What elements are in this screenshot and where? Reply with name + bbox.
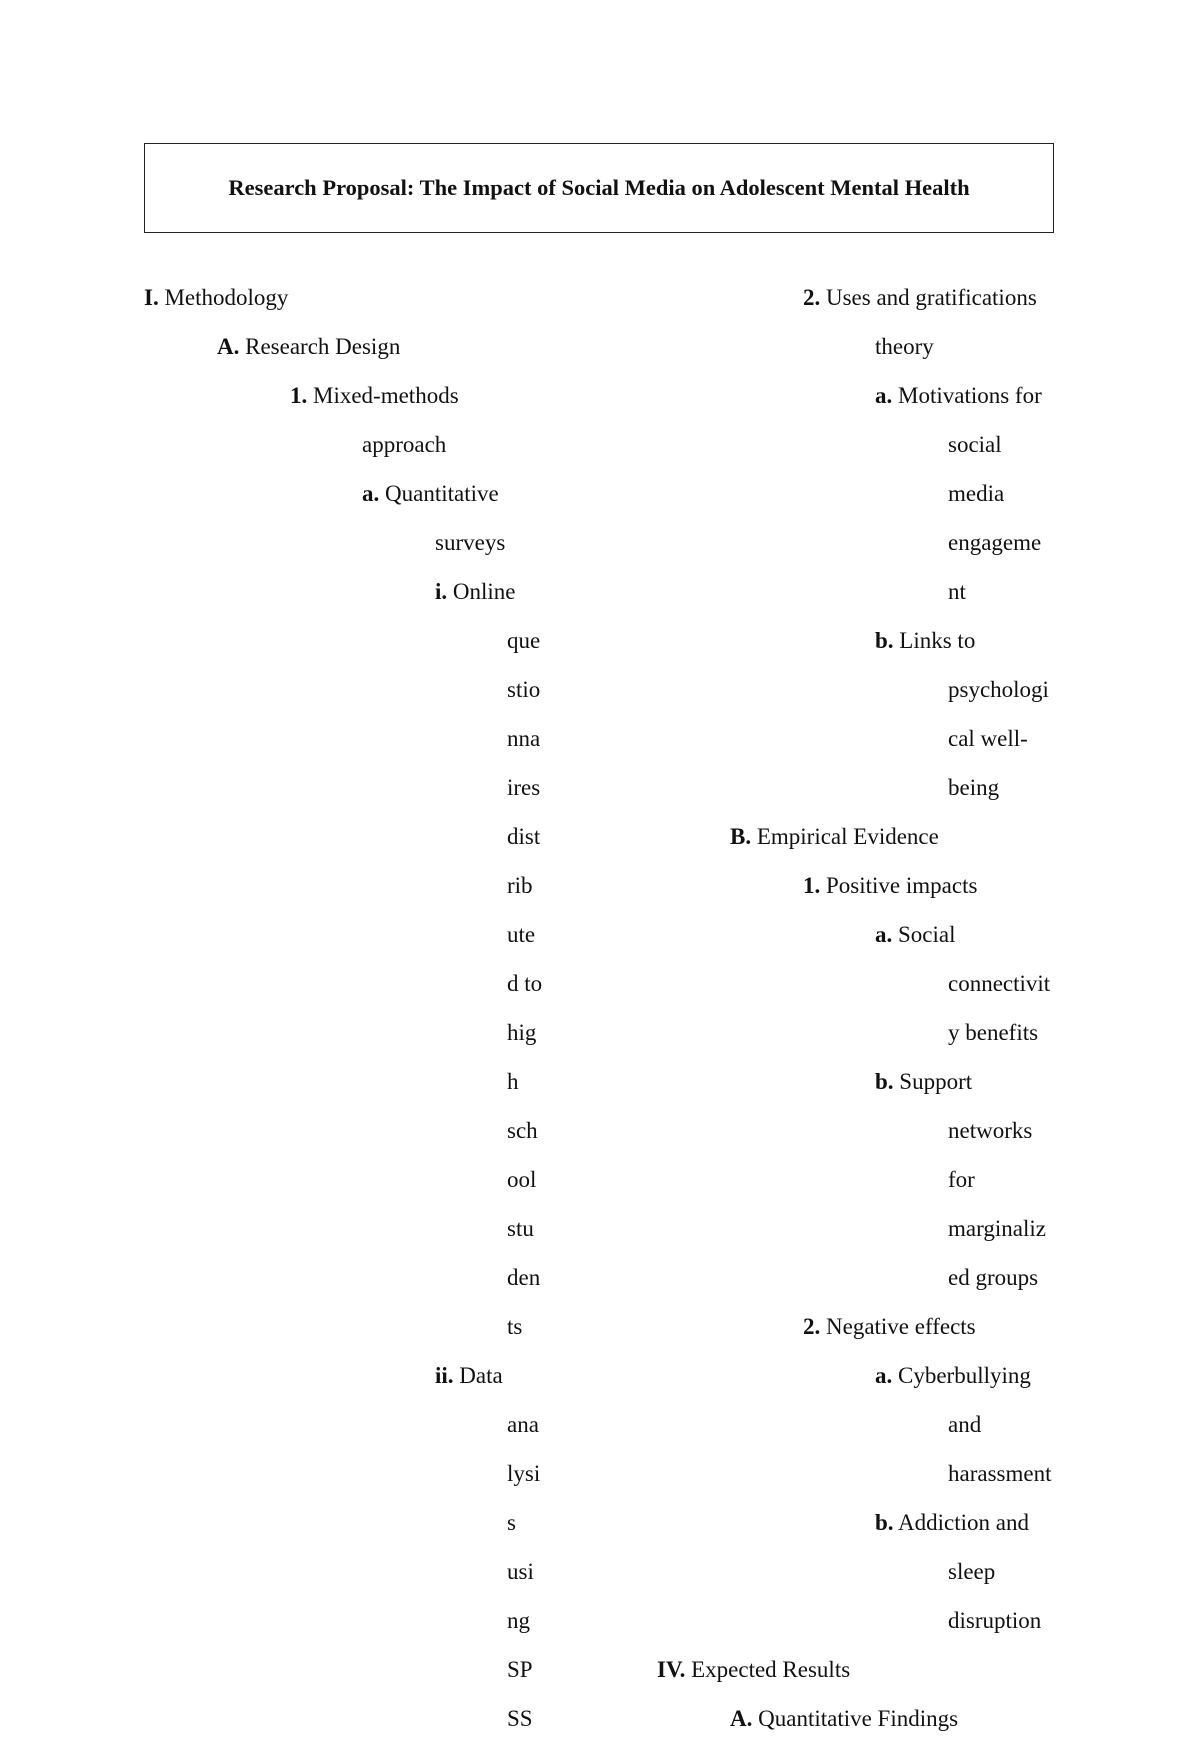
outline-text: Positive impacts [820, 873, 978, 898]
outline-text: ute [507, 922, 536, 947]
outline-continuation [948, 959, 1050, 1008]
outline-text: hig [507, 1020, 537, 1045]
outline-marker: a. [875, 1363, 893, 1388]
outline-continuation [507, 812, 540, 861]
outline-continuation [948, 714, 1028, 763]
outline-text: usi [507, 1559, 534, 1584]
outline-text: den [507, 1265, 541, 1290]
outline-marker: 1. [290, 383, 308, 408]
outline-text: nna [507, 726, 541, 751]
outline-text: sleep [948, 1559, 996, 1584]
outline-heading [730, 812, 939, 861]
outline-marker: A. [730, 1706, 753, 1731]
outline-text: Empirical Evidence [751, 824, 939, 849]
outline-continuation [507, 910, 535, 959]
outline-continuation [507, 959, 542, 1008]
outline-text: SS [507, 1706, 533, 1731]
outline-continuation [507, 1008, 536, 1057]
outline-text: ires [507, 775, 541, 800]
outline-text: rib [507, 873, 533, 898]
outline-text: cal well- [948, 726, 1028, 751]
outline-heading [803, 1302, 976, 1351]
outline-continuation [507, 1204, 534, 1253]
outline-text: Addiction and [893, 1510, 1029, 1535]
outline-text: ed groups [948, 1265, 1039, 1290]
outline-continuation [948, 1008, 1038, 1057]
outline-text: Methodology [158, 285, 289, 310]
outline-heading [435, 567, 516, 616]
outline-text: nt [948, 579, 966, 604]
outline-continuation [362, 420, 446, 469]
outline-continuation [948, 1204, 1046, 1253]
outline-marker: 1. [803, 873, 821, 898]
outline-text: Social [892, 922, 956, 947]
outline-heading [657, 1645, 850, 1694]
outline-heading [290, 371, 459, 420]
outline-text: Quantitative [379, 481, 499, 506]
outline-text: stu [507, 1216, 534, 1241]
outline-marker: IV. [657, 1657, 686, 1682]
outline-marker: 2. [803, 1314, 821, 1339]
outline-text: for [948, 1167, 975, 1192]
outline-text: harassment [948, 1461, 1052, 1486]
outline-continuation [948, 763, 999, 812]
outline-continuation [948, 1155, 975, 1204]
outline-text: y benefits [948, 1020, 1039, 1045]
outline-text: ana [507, 1412, 539, 1437]
outline-continuation [948, 567, 966, 616]
title-box [144, 143, 1054, 233]
outline-continuation [948, 1106, 1032, 1155]
outline-text: Negative effects [820, 1314, 976, 1339]
outline-text: Cyberbullying [892, 1363, 1031, 1388]
outline-continuation [948, 1253, 1038, 1302]
outline-text: que [507, 628, 541, 653]
outline-text: Quantitative Findings [752, 1706, 959, 1731]
outline-continuation [507, 1155, 536, 1204]
outline-text: psychologi [948, 677, 1049, 702]
outline-text: stio [507, 677, 541, 702]
outline-heading [875, 1498, 1029, 1547]
outline-text: lysi [507, 1461, 541, 1486]
outline-marker: b. [875, 1510, 894, 1535]
outline-marker: A. [217, 334, 240, 359]
outline-text: Links to [893, 628, 976, 653]
outline-marker: i. [435, 579, 448, 604]
outline-text: h [507, 1069, 519, 1094]
outline-continuation [948, 1449, 1051, 1498]
outline-continuation [507, 1694, 533, 1743]
outline-heading [362, 469, 499, 518]
outline-continuation [948, 1596, 1041, 1645]
outline-text: Research Design [239, 334, 401, 359]
outline-text: connectivit [948, 971, 1051, 996]
outline-heading [875, 371, 1042, 420]
outline-continuation [507, 1449, 540, 1498]
outline-heading [803, 861, 977, 910]
outline-text: ool [507, 1167, 537, 1192]
outline-continuation [875, 322, 934, 371]
outline-text: theory [875, 334, 934, 359]
outline-text: Uses and gratifications [820, 285, 1037, 310]
outline-text: social [948, 432, 1002, 457]
outline-marker: 2. [803, 285, 821, 310]
outline-marker: B. [730, 824, 752, 849]
outline-continuation [948, 518, 1041, 567]
outline-heading [875, 1057, 972, 1106]
outline-heading [875, 616, 975, 665]
outline-text: disruption [948, 1608, 1042, 1633]
outline-marker: a. [875, 922, 893, 947]
outline-heading [217, 322, 400, 371]
outline-marker: b. [875, 628, 894, 653]
outline-continuation [507, 861, 533, 910]
outline-continuation [507, 1400, 539, 1449]
outline-text: networks [948, 1118, 1033, 1143]
document-title: Research Proposal: The Impact of Social Media on Adolescent Mental Health [228, 175, 970, 200]
outline-text: d to [507, 971, 543, 996]
outline-text: Motivations for [892, 383, 1042, 408]
outline-continuation [948, 469, 1004, 518]
outline-continuation [948, 1547, 995, 1596]
outline-continuation [507, 665, 540, 714]
outline-continuation [507, 616, 540, 665]
outline-text: Data [453, 1363, 503, 1388]
outline-continuation [507, 763, 540, 812]
outline-marker: I. [144, 285, 159, 310]
outline-heading [875, 1351, 1031, 1400]
outline-continuation [948, 665, 1049, 714]
outline-heading [435, 1351, 503, 1400]
outline-text: dist [507, 824, 541, 849]
outline-continuation [507, 1253, 540, 1302]
outline-continuation [948, 420, 1002, 469]
outline-text: sch [507, 1118, 538, 1143]
outline-text: approach [362, 432, 447, 457]
outline-heading [144, 273, 288, 322]
outline-heading [803, 273, 1037, 322]
outline-marker: a. [875, 383, 893, 408]
outline-text: Mixed-methods [307, 383, 459, 408]
outline-continuation [507, 714, 540, 763]
outline-marker: b. [875, 1069, 894, 1094]
outline-text: ng [507, 1608, 530, 1633]
outline-continuation [507, 1547, 534, 1596]
outline-text: ts [507, 1314, 523, 1339]
outline-continuation [435, 518, 505, 567]
outline-text: s [507, 1510, 516, 1535]
outline-heading [875, 910, 956, 959]
outline-marker: ii. [435, 1363, 454, 1388]
outline-text: SP [507, 1657, 533, 1682]
outline-text: Online [447, 579, 516, 604]
outline-continuation [507, 1645, 533, 1694]
outline-continuation [507, 1106, 538, 1155]
outline-marker: a. [362, 481, 380, 506]
outline-continuation [507, 1057, 519, 1106]
outline-text: engageme [948, 530, 1042, 555]
outline-continuation [507, 1302, 522, 1351]
outline-heading [730, 1694, 958, 1743]
outline-text: and [948, 1412, 982, 1437]
outline-continuation [507, 1498, 516, 1547]
outline-text: marginaliz [948, 1216, 1046, 1241]
outline-text: Support [893, 1069, 973, 1094]
outline-text: surveys [435, 530, 506, 555]
outline-text: being [948, 775, 1000, 800]
outline-continuation [507, 1596, 530, 1645]
outline-text: Expected Results [685, 1657, 851, 1682]
outline-text: media [948, 481, 1005, 506]
outline-continuation [948, 1400, 981, 1449]
